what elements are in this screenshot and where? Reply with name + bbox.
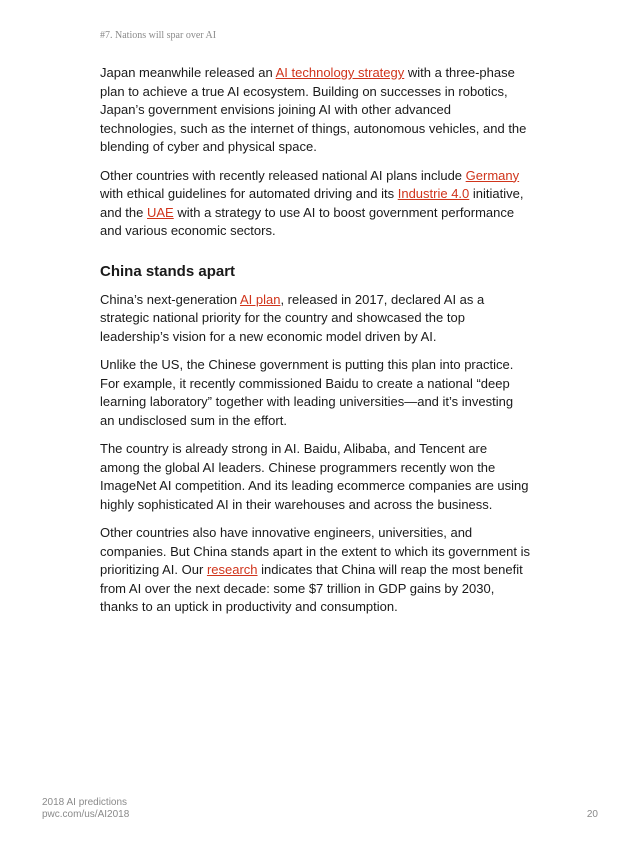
footer-left bbox=[42, 797, 129, 821]
inline-link[interactable]: Industrie 4.0 bbox=[397, 186, 470, 201]
paragraphs-bottom bbox=[100, 291, 530, 617]
paragraphs-top bbox=[100, 64, 530, 241]
paragraph bbox=[100, 356, 530, 430]
inline-link[interactable]: Germany bbox=[465, 167, 520, 183]
paragraph bbox=[100, 524, 530, 617]
paragraph-text: with a three-phase plan to achieve a true AI ecosystem. Building on successes in robotics, Japan’s government envisions joining AI with other advanced technologies, such as the internet of things, autonomous vehicles, and the blending of cyber and physical space. bbox=[100, 65, 527, 154]
inline-link[interactable]: AI technology strategy bbox=[275, 65, 405, 80]
inline-link[interactable]: AI plan bbox=[239, 291, 281, 307]
paragraph-text: initiative, and the bbox=[100, 186, 524, 220]
running-head: #7. Nations will spar over AI bbox=[100, 30, 217, 41]
inline-link[interactable]: research bbox=[206, 562, 258, 577]
article-body bbox=[100, 64, 530, 627]
paragraph-text: with a strategy to use AI to boost government performance and various economic sectors. bbox=[100, 204, 515, 238]
paragraph-text: Unlike the US, the Chinese government is putting this plan into practice. For example, it recently commissioned Baidu to create a national “deep learning laboratory” together with leading universities—and it’s investing an undisclosed sum in the effort. bbox=[100, 357, 514, 428]
paragraph-text: with ethical guidelines for automated driving and its bbox=[100, 186, 398, 201]
paragraph-text: Other countries also have innovative engineers, universities, and companies. But China stands apart in the extent to which its government is prioritizing AI. Our bbox=[100, 525, 530, 577]
paragraph bbox=[100, 64, 530, 157]
footer-publication: 2018 AI predictions bbox=[42, 797, 128, 808]
paragraph-text: indicates that China will reap the most benefit from AI over the next decade: some $7 trillion in GDP gains by 2030, thanks to an uptick in productivity and consumption. bbox=[100, 562, 523, 614]
paragraph bbox=[100, 167, 530, 241]
section-heading: China stands apart bbox=[100, 262, 236, 280]
paragraph-text: The country is already strong in AI. Baidu, Alibaba, and Tencent are among the global AI leaders. Chinese programmers recently won the ImageNet AI competition. And its leading ecommerce companies are using highly sophisticated AI in their warehouses and across the business. bbox=[100, 441, 529, 512]
paragraph-text: , released in 2017, declared AI as a strategic national priority for the country and showcased the top leadership’s vision for a new economic model driven by AI. bbox=[100, 291, 485, 344]
paragraph-text: Japan meanwhile released an bbox=[100, 65, 276, 80]
paragraph-text: China’s next-generation bbox=[100, 291, 240, 307]
inline-link[interactable]: UAE bbox=[147, 204, 174, 220]
paragraph-text: Other countries with recently released national AI plans include bbox=[100, 167, 466, 183]
paragraph bbox=[100, 440, 530, 514]
paragraph bbox=[100, 291, 530, 347]
footer-url[interactable]: pwc.com/us/AI2018 bbox=[42, 809, 130, 820]
page-number: 20 bbox=[586, 809, 598, 820]
